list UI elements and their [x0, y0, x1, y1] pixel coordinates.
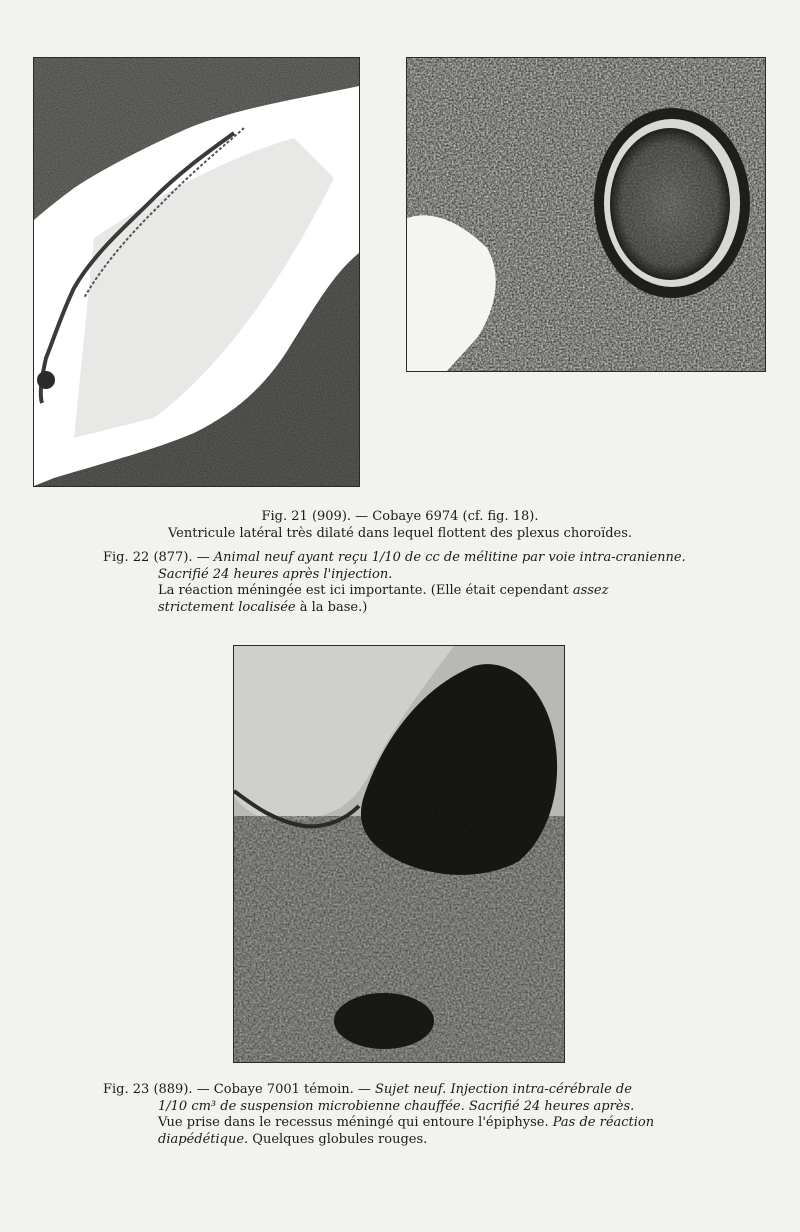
- fig22-label: Fig. 22 (877). —: [103, 550, 214, 565]
- fig22-caption: [103, 550, 703, 616]
- fig22-line4: à la base.): [295, 599, 368, 615]
- fig22-line4-italic: strictement localisée: [158, 599, 296, 615]
- fig22-line3-italic: assez: [568, 583, 609, 598]
- fig22-italic-line1: Animal neuf ayant reçu 1/10 de cc de mélitine par voie intra-cranienne.: [213, 550, 686, 565]
- fig23-italic-line2: 1/10 cm³ de suspension microbienne chauffée. Sacrifié 24 heures après.: [158, 1098, 635, 1114]
- fig23-line3: Vue prise dans le recessus méningé qui entoure l'épiphyse.: [158, 1115, 553, 1130]
- fig23-line4-italic: diapédétique.: [158, 1131, 249, 1147]
- fig21-caption-line2: Ventricule latéral très dilaté dans lequel flottent des plexus choroïdes.: [167, 525, 633, 541]
- fig23-caption: [103, 1082, 703, 1148]
- fig22-italic-line2: Sacrifié 24 heures après l'injection.: [158, 566, 393, 582]
- fig21-caption-line1: Fig. 21 (909). — Cobaye 6974 (cf. fig. 18).: [261, 509, 539, 524]
- fig23-micrograph: [233, 645, 565, 1063]
- fig22-line3: La réaction méningée est ici importante. (Elle était cependant: [158, 583, 569, 598]
- fig21-caption: [0, 509, 800, 542]
- fig23-label: Fig. 23 (889). — Cobaye 7001 témoin. —: [103, 1082, 376, 1097]
- fig23-caption-line4: [103, 1132, 703, 1149]
- fig23-italic-line1: Sujet neuf. Injection intra-cérébrale de: [375, 1082, 632, 1097]
- fig23-caption-line1: [103, 1082, 703, 1099]
- fig23-caption-line3: [103, 1115, 703, 1132]
- fig22-caption-line3: [103, 583, 703, 600]
- fig22-caption-line1: [103, 550, 703, 567]
- fig22-micrograph: [406, 57, 766, 372]
- fig23-line4: Quelques globules rouges.: [248, 1131, 428, 1147]
- fig23-line3-italic: Pas de réaction: [552, 1115, 655, 1130]
- fig22-caption-line4: [103, 600, 703, 617]
- fig21-micrograph: [33, 57, 360, 487]
